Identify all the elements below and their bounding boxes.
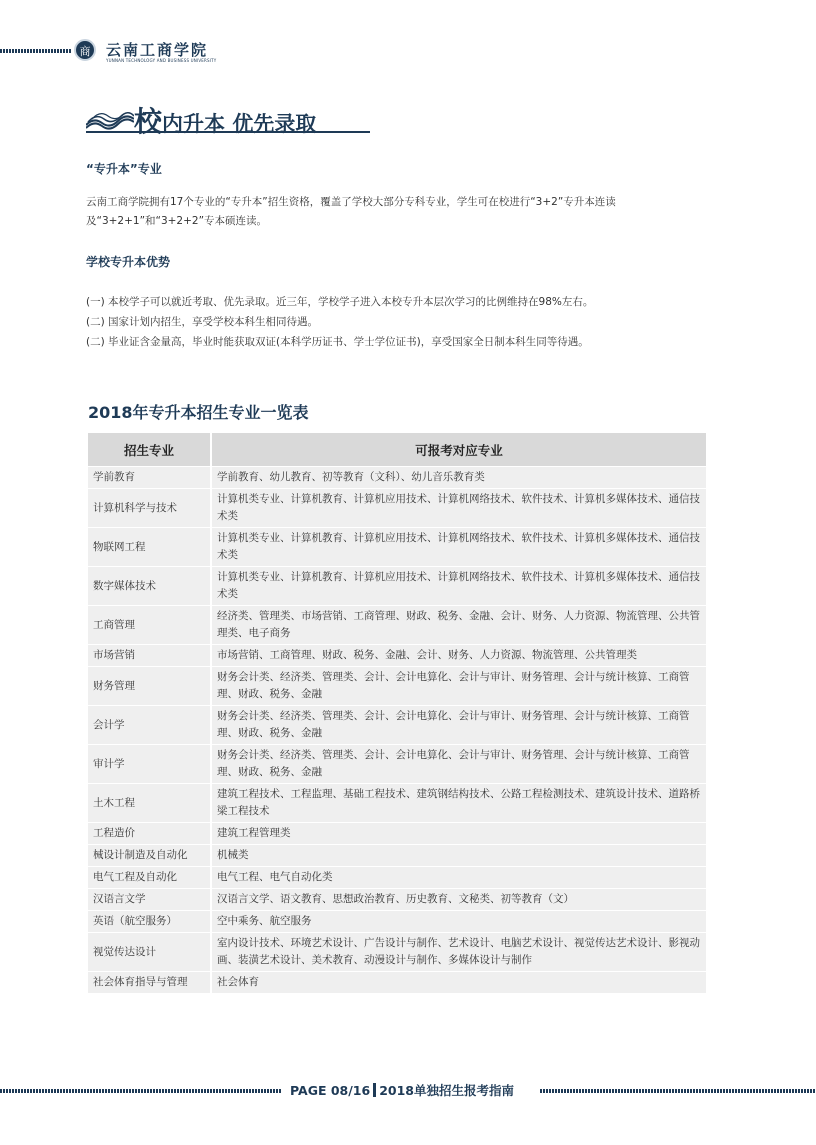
major-cell: 社会体育指导与管理 xyxy=(88,972,212,994)
school-name-cn: 云南工商学院 xyxy=(106,41,209,59)
table-row xyxy=(88,645,706,667)
list-item: (一) 本校学子可以就近考取、优先录取。近三年，学校学子进入本校专升本层次学习的比例维持在98%左右。 xyxy=(86,296,594,308)
table-row xyxy=(88,867,706,889)
eligible-cell: 财务会计类、经济类、管理类、会计、会计电算化、会计与审计、财务管理、会计与统计核算、工商管理、财政、税务、金融 xyxy=(212,667,706,706)
eligible-cell: 室内设计技术、环境艺术设计、广告设计与制作、艺术设计、电脑艺术设计、视觉传达艺术设计、影视动画、装潢艺术设计、美术教育、动漫设计与制作、多媒体设计与制作 xyxy=(212,933,706,972)
table-row xyxy=(88,667,706,706)
table-row xyxy=(88,933,706,972)
table-row xyxy=(88,823,706,845)
eligible-cell: 财务会计类、经济类、管理类、会计、会计电算化、会计与审计、财务管理、会计与统计核算、工商管理、财政、税务、金融 xyxy=(212,745,706,784)
table-row xyxy=(88,911,706,933)
table-row xyxy=(88,972,706,994)
major-cell: 学前教育 xyxy=(88,467,212,489)
eligible-cell: 建筑工程管理类 xyxy=(212,823,706,845)
column-header-major: 招生专业 xyxy=(88,433,212,467)
eligible-cell: 社会体育 xyxy=(212,972,706,994)
major-cell: 工商管理 xyxy=(88,606,212,645)
eligible-cell: 学前教育、幼儿教育、初等教育（文科）、幼儿音乐教育类 xyxy=(212,467,706,489)
table-row xyxy=(88,606,706,645)
major-cell: 工程造价 xyxy=(88,823,212,845)
major-cell: 电气工程及自动化 xyxy=(88,867,212,889)
table-row xyxy=(88,489,706,528)
guide-title: 2018单独招生报考指南 xyxy=(379,1083,514,1098)
eligible-cell: 计算机类专业、计算机教育、计算机应用技术、计算机网络技术、软件技术、计算机多媒体技术、通信技术类 xyxy=(212,567,706,606)
advantages-list xyxy=(86,292,726,352)
table-row xyxy=(88,528,706,567)
eligible-cell: 计算机类专业、计算机教育、计算机应用技术、计算机网络技术、软件技术、计算机多媒体技术、通信技术类 xyxy=(212,528,706,567)
eligible-cell: 财务会计类、经济类、管理类、会计、会计电算化、会计与审计、财务管理、会计与统计核算、工商管理、财政、税务、金融 xyxy=(212,706,706,745)
footer-divider-left xyxy=(0,1089,282,1093)
column-header-eligible-majors: 可报考对应专业 xyxy=(212,433,706,467)
major-cell: 审计学 xyxy=(88,745,212,784)
major-cell: 计算机科学与技术 xyxy=(88,489,212,528)
list-item: (二) 毕业证含金量高，毕业时能获取双证(本科学历证书、学士学位证书)，享受国家全日制本科生同等待遇。 xyxy=(86,336,589,348)
eligible-cell: 空中乘务、航空服务 xyxy=(212,911,706,933)
footer-page-label xyxy=(290,1081,514,1099)
eligible-cell: 电气工程、电气自动化类 xyxy=(212,867,706,889)
table-row xyxy=(88,467,706,489)
page-title xyxy=(86,100,370,138)
section-title-advantages: 学校专升本优势 xyxy=(86,255,171,269)
table-row xyxy=(88,567,706,606)
section-body-upgrade-majors: 云南工商学院拥有17个专业的“专升本”招生资格，覆盖了学校大部分专科专业，学生可在校进行“3+2”专升本连读及“3+2+1”和“3+2+2”专本硕连读。 xyxy=(86,196,616,227)
major-cell: 市场营销 xyxy=(88,645,212,667)
table-title: 2018年专升本招生专业一览表 xyxy=(88,403,309,422)
section-title-upgrade-majors: “专升本”专业 xyxy=(86,162,162,176)
eligible-cell: 汉语言文学、语文教育、思想政治教育、历史教育、文秘类、初等教育（文） xyxy=(212,889,706,911)
page-number: PAGE 08/16 xyxy=(290,1083,371,1098)
major-cell: 英语（航空服务） xyxy=(88,911,212,933)
header-divider xyxy=(0,49,72,53)
major-cell: 视觉传达设计 xyxy=(88,933,212,972)
majors-table xyxy=(88,433,706,994)
eligible-cell: 机械类 xyxy=(212,845,706,867)
major-cell: 财务管理 xyxy=(88,667,212,706)
major-cell: 数字媒体技术 xyxy=(88,567,212,606)
major-cell: 物联网工程 xyxy=(88,528,212,567)
table-row xyxy=(88,706,706,745)
major-cell: 会计学 xyxy=(88,706,212,745)
footer-divider-right xyxy=(540,1089,816,1093)
major-cell: 械设计制造及自动化 xyxy=(88,845,212,867)
table-row xyxy=(88,745,706,784)
table-row xyxy=(88,889,706,911)
table-row xyxy=(88,845,706,867)
school-seal-icon: 商 xyxy=(74,39,96,61)
major-cell: 土木工程 xyxy=(88,784,212,823)
school-name-en: YUNNAN TECHNOLOGY AND BUSINESS UNIVERSITY xyxy=(106,58,217,63)
major-cell: 汉语言文学 xyxy=(88,889,212,911)
eligible-cell: 建筑工程技术、工程监理、基础工程技术、建筑钢结构技术、公路工程检测技术、建筑设计技术、道路桥梁工程技术 xyxy=(212,784,706,823)
page-title-first-char: 校 xyxy=(134,105,163,138)
eligible-cell: 市场营销、工商管理、财政、税务、金融、会计、财务、人力资源、物流管理、公共管理类 xyxy=(212,645,706,667)
eligible-cell: 计算机类专业、计算机教育、计算机应用技术、计算机网络技术、软件技术、计算机多媒体技术、通信技术类 xyxy=(212,489,706,528)
eligible-cell: 经济类、管理类、市场营销、工商管理、财政、税务、金融、会计、财务、人力资源、物流管理、公共管理类、电子商务 xyxy=(212,606,706,645)
list-item: (二) 国家计划内招生，享受学校本科生相同待遇。 xyxy=(86,316,319,328)
table-header-row xyxy=(88,433,706,467)
table-row xyxy=(88,784,706,823)
page-title-rest: 内升本 优先录取 xyxy=(162,112,317,136)
footer-separator xyxy=(373,1083,376,1097)
